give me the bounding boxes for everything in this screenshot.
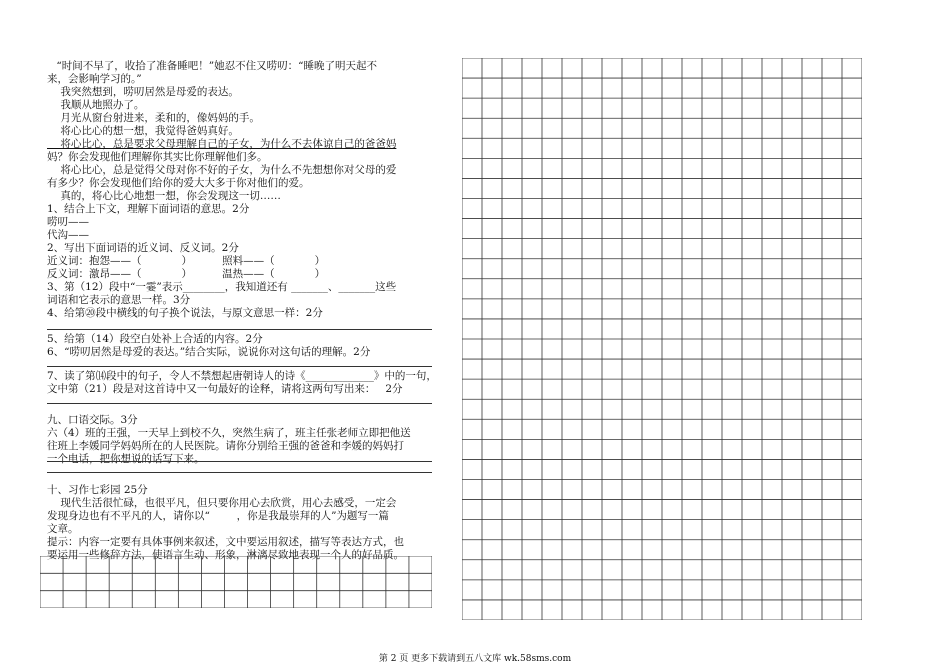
passage-line: 月光从窗台射进来，柔和的，像妈妈的手。 <box>47 112 260 124</box>
question-6: 6、“唠叨居然是母爱的表达。”结合实际，说说你对这句话的理解。2分 <box>47 346 371 358</box>
essay-line: 文章。 <box>47 523 79 535</box>
passage-line: 将心比心的想一想，我觉得爸妈真好。 <box>47 125 239 137</box>
passage-line: 有多少？你会发现他们给你的爱大大多于你对他们的爱。 <box>47 177 310 189</box>
answer-line[interactable] <box>47 403 432 404</box>
passage-line: 我突然想到，唠叨居然是母爱的表达。 <box>47 86 239 98</box>
passage-line: “时间不早了，收拾了准备睡吧！”她忍不住又唠叨：“睡晚了明天起不 <box>43 60 377 72</box>
oral-line: 往班上李媛同学妈妈所在的人民医院。请你分别给王强的爸爸和李媛的妈妈打 <box>47 440 404 452</box>
passage-line: 来，会影响学习的。” <box>47 73 142 85</box>
question-7-cont: 文中第（21）段是对这首诗中又一句最好的诠释，请将这两句写出来： 2分 <box>47 383 403 395</box>
answer-line[interactable] <box>47 366 432 367</box>
writing-grid-left[interactable] <box>40 556 432 608</box>
oral-line: 一个电话，把你想说的话写下来。 <box>47 453 205 465</box>
passage-line: 将心比心，总是觉得父母对你不好的子女，为什么不先想想你对父母的爱 <box>47 164 397 176</box>
writing-grid-right[interactable] <box>462 58 862 620</box>
question-5: 5、给第（14）段空白处补上合适的内容。2分 <box>47 333 263 345</box>
oral-title: 九、口语交际。3分 <box>47 414 138 426</box>
question-4: 4、给第⑳段中横线的句子换个说法，与原文意思一样：2分 <box>47 307 323 319</box>
essay-line: 提示：内容一定要有具体事例来叙述，文中要运用叙述，描写等表达方式，也 <box>47 536 404 548</box>
passage-line: 我顺从地照办了。 <box>47 99 145 111</box>
question-3-cont: 词语和它表示的意思一样。3分 <box>47 294 191 306</box>
question-2: 2、写出下面词语的近义词、反义词。2分 <box>47 242 239 254</box>
question-1-item: 代沟—— <box>47 229 89 241</box>
answer-line[interactable] <box>47 329 432 330</box>
essay-line: 现代生活很忙碌，也很平凡，但只要你用心去欣赏，用心去感受，一定会 <box>47 497 397 509</box>
answer-line[interactable] <box>47 461 432 462</box>
page-footer: 第 2 页 更多下载请到五八文库 wk.58sms.com <box>378 654 572 664</box>
oral-line: 六（4）班的王强，一天早上到校不久，突然生病了，班主任张老师立即把他送 <box>47 427 411 439</box>
passage-line: 妈？你会发现他们理解你其实比你理解他们多。 <box>47 151 268 163</box>
question-1: 1、结合上下文，理解下面词语的意思。2分 <box>47 203 250 215</box>
question-1-item: 唠叨—— <box>47 216 89 228</box>
underlined-sentence: 将心比心，总是要求父母理解自己的子女，为什么不去体谅自己的爸爸妈 <box>47 138 397 150</box>
passage-line: 真的，将心比心地想一想，你会发现这一切…… <box>47 190 281 202</box>
question-7: 7、读了第⒁段中的句子，令人不禁想起唐朝诗人的诗《_____________》中的一句， <box>47 370 437 382</box>
question-2-synonyms: 近义词：抱怨——（ ） 照料——（ ） <box>47 255 326 267</box>
essay-line: 要运用一些修辞方法，使语言生动、形象，淋漓尽致地表现一个人的好品质。 <box>47 549 404 561</box>
answer-line[interactable] <box>47 472 432 473</box>
essay-title: 十、习作七彩园 25分 <box>47 484 148 496</box>
question-3: 3、第（12）段中“一霎”表示________，我知道还有 _______、_______这些 <box>47 281 397 293</box>
essay-line: 发现身边也有不平凡的人，请你以“ ，你是我最崇拜的人”为题写一篇 <box>47 510 389 522</box>
question-2-antonyms: 反义词：激昂——（ ） 温热——（ ） <box>47 268 326 280</box>
